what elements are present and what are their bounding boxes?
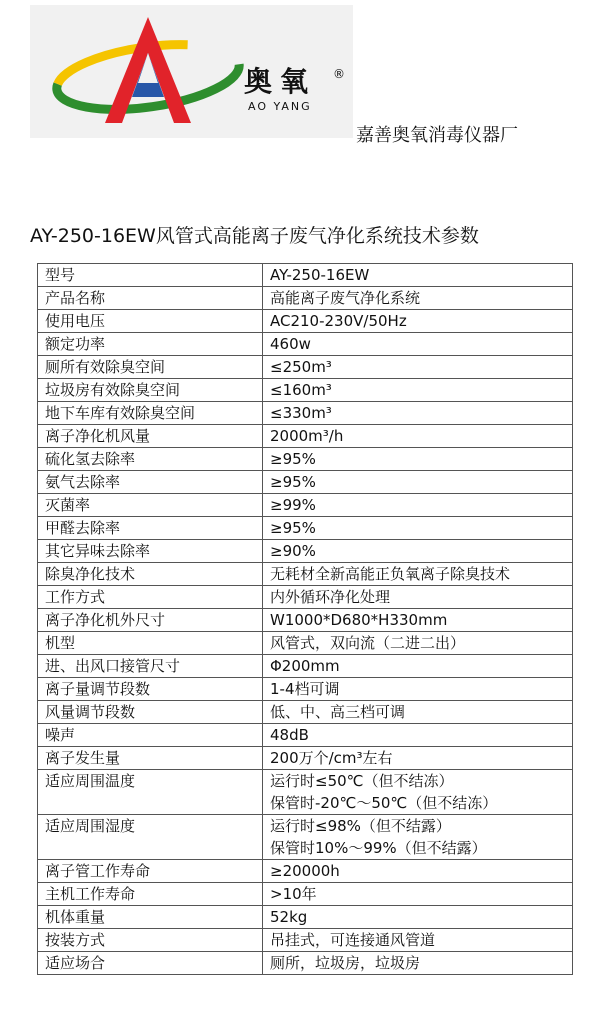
table-row: [38, 402, 573, 425]
spec-value: [263, 701, 573, 724]
spec-value: [263, 540, 573, 563]
spec-value: [263, 883, 573, 906]
table-row: [38, 471, 573, 494]
table-row: [38, 632, 573, 655]
spec-value-line: 低、中、高三档可调: [270, 703, 406, 721]
table-row: [38, 678, 573, 701]
table-row: [38, 356, 573, 379]
logo-chinese-text: 奥氧: [244, 65, 317, 98]
spec-label: 风量调节段数: [38, 701, 263, 724]
spec-label: 其它异味去除率: [38, 540, 263, 563]
spec-value-line: AC210-230V/50Hz: [270, 312, 407, 330]
table-row: [38, 586, 573, 609]
spec-value: [263, 356, 573, 379]
table-row: [38, 860, 573, 883]
spec-label: 地下车库有效除臭空间: [38, 402, 263, 425]
spec-value: [263, 747, 573, 770]
spec-label: 氨气去除率: [38, 471, 263, 494]
table-row: [38, 724, 573, 747]
spec-value: [263, 448, 573, 471]
spec-value-line: Φ200mm: [270, 657, 340, 675]
spec-value-line: ≥95%: [270, 519, 316, 537]
table-row: [38, 448, 573, 471]
spec-value: [263, 929, 573, 952]
spec-value: [263, 678, 573, 701]
company-name: 嘉善奥氧消毒仪器厂: [356, 125, 518, 146]
document-title: AY-250-16EW风管式高能离子废气净化系统技术参数: [30, 225, 479, 247]
table-row: [38, 883, 573, 906]
spec-value-line: 运行时≤50℃（但不结冻）: [270, 772, 454, 790]
spec-label: 厕所有效除臭空间: [38, 356, 263, 379]
table-row: [38, 264, 573, 287]
spec-value: [263, 724, 573, 747]
spec-value-line: 2000m³/h: [270, 427, 344, 445]
spec-label: 工作方式: [38, 586, 263, 609]
spec-label: 甲醛去除率: [38, 517, 263, 540]
table-row: [38, 655, 573, 678]
spec-value-line: 内外循环净化处理: [270, 588, 391, 606]
spec-value-line: ≥20000h: [270, 862, 340, 880]
table-row: [38, 540, 573, 563]
spec-value-line: ≤330m³: [270, 404, 332, 422]
spec-label: 灭菌率: [38, 494, 263, 517]
spec-value: [263, 425, 573, 448]
spec-label: 进、出风口接管尺寸: [38, 655, 263, 678]
table-row: [38, 701, 573, 724]
spec-value-line: W1000*D680*H330mm: [270, 611, 448, 629]
spec-label: 产品名称: [38, 287, 263, 310]
spec-value-line: >10年: [270, 885, 317, 903]
spec-value: [263, 952, 573, 975]
spec-value-line: 48dB: [270, 726, 309, 744]
table-row: [38, 770, 573, 815]
spec-label: 噪声: [38, 724, 263, 747]
spec-label: 适应场合: [38, 952, 263, 975]
spec-value-line: ≥99%: [270, 496, 316, 514]
spec-label: 垃圾房有效除臭空间: [38, 379, 263, 402]
spec-table: [37, 263, 573, 975]
spec-label: 机型: [38, 632, 263, 655]
spec-label: 离子发生量: [38, 747, 263, 770]
spec-label: 除臭净化技术: [38, 563, 263, 586]
spec-value: [263, 402, 573, 425]
spec-value-line: 运行时≤98%（但不结露）: [270, 817, 451, 835]
spec-value: [263, 494, 573, 517]
spec-value-line: ≥95%: [270, 473, 316, 491]
table-row: [38, 952, 573, 975]
spec-value: [263, 379, 573, 402]
spec-label: 主机工作寿命: [38, 883, 263, 906]
table-row: [38, 929, 573, 952]
spec-value-line: 高能离子废气净化系统: [270, 289, 421, 307]
spec-label: 适应周围温度: [38, 770, 263, 815]
spec-label: 离子净化机风量: [38, 425, 263, 448]
spec-value: [263, 655, 573, 678]
table-row: [38, 425, 573, 448]
table-row: [38, 287, 573, 310]
spec-label: 额定功率: [38, 333, 263, 356]
spec-value: [263, 264, 573, 287]
table-row: [38, 494, 573, 517]
spec-value: [263, 287, 573, 310]
spec-value-line: 52kg: [270, 908, 308, 926]
spec-value-line: 保管时-20℃～50℃（但不结冻）: [270, 794, 498, 812]
spec-value-line: ≤160m³: [270, 381, 332, 399]
table-row: [38, 379, 573, 402]
table-row: [38, 609, 573, 632]
registered-mark: ®: [333, 67, 345, 81]
spec-label: 硫化氢去除率: [38, 448, 263, 471]
spec-value-line: 吊挂式，可连接通风管道: [270, 931, 436, 949]
spec-value: [263, 906, 573, 929]
spec-value: [263, 770, 573, 815]
spec-value: [263, 586, 573, 609]
spec-label: 型号: [38, 264, 263, 287]
spec-label: 按装方式: [38, 929, 263, 952]
spec-label: 适应周围湿度: [38, 815, 263, 860]
spec-value: [263, 310, 573, 333]
spec-value: [263, 609, 573, 632]
spec-value-line: AY-250-16EW: [270, 266, 370, 284]
spec-label: 离子管工作寿命: [38, 860, 263, 883]
table-row: [38, 563, 573, 586]
table-row: [38, 815, 573, 860]
spec-value-line: 保管时10%～99%（但不结露）: [270, 839, 487, 857]
table-row: [38, 747, 573, 770]
spec-value-line: ≤250m³: [270, 358, 332, 376]
spec-value-line: 无耗材全新高能正负氧离子除臭技术: [270, 565, 511, 583]
spec-value-line: 风管式，双向流（二进二出）: [270, 634, 466, 652]
spec-value-line: 200万个/cm³左右: [270, 749, 393, 767]
logo-english-text: AO YANG: [248, 100, 312, 113]
spec-value-line: 1-4档可调: [270, 680, 340, 698]
spec-value: [263, 517, 573, 540]
spec-value: [263, 632, 573, 655]
spec-value: [263, 860, 573, 883]
spec-value-line: ≥95%: [270, 450, 316, 468]
table-row: [38, 333, 573, 356]
spec-label: 机体重量: [38, 906, 263, 929]
spec-value-line: 厕所，垃圾房，垃圾房: [270, 954, 421, 972]
spec-label: 使用电压: [38, 310, 263, 333]
spec-value: [263, 471, 573, 494]
table-row: [38, 310, 573, 333]
table-row: [38, 906, 573, 929]
spec-value: [263, 563, 573, 586]
spec-label: 离子量调节段数: [38, 678, 263, 701]
spec-value: [263, 815, 573, 860]
spec-label: 离子净化机外尺寸: [38, 609, 263, 632]
company-logo: [30, 5, 353, 138]
spec-value: [263, 333, 573, 356]
spec-value-line: ≥90%: [270, 542, 316, 560]
table-row: [38, 517, 573, 540]
spec-value-line: 460w: [270, 335, 311, 353]
